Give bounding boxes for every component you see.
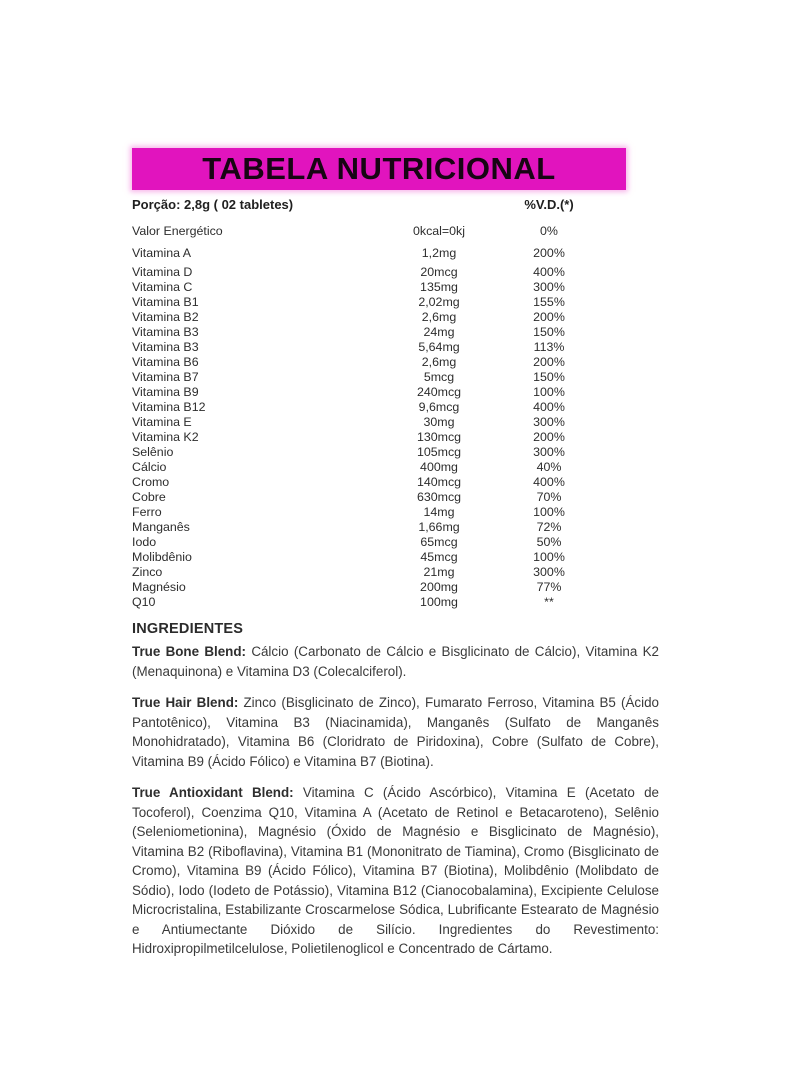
table-row <box>132 415 659 430</box>
nutrient-amount: 5,64mg <box>418 340 460 354</box>
nutrient-name: Iodo <box>132 535 157 549</box>
nutrient-name: Vitamina E <box>132 415 192 429</box>
nutrient-amount: 135mg <box>420 280 458 294</box>
nutrient-amount: 1,2mg <box>421 246 457 260</box>
table-row <box>132 325 659 340</box>
nutrient-name: Vitamina B2 <box>132 310 199 324</box>
nutrient-amount: 20mcg <box>420 265 458 279</box>
nutrient-vd: 300% <box>533 445 565 459</box>
nutrient-amount: 100mg <box>420 595 458 609</box>
nutrient-vd: 300% <box>533 280 565 294</box>
nutrient-amount: 2,02mg <box>418 295 460 309</box>
nutrient-name: Cálcio <box>132 460 167 474</box>
nutrient-amount: 14mg <box>423 505 455 519</box>
blend-text-hair: Zinco (Bisglicinato de Zinco), Fumarato Ferroso, Vitamina B5 (Ácido Pantotênico), Vitamina B3 (Niacinamida), Manganês (Sulfato de Manganês Monohidratado), Vitamina B6 (Cloridrato de Piridoxina), Cobre (Sulfato de Cobre), Vitamina B9 (Ácido Fólico) e Vitamina B7 (Biotina). <box>132 695 659 769</box>
blend-title-antioxidant: True Antioxidant Blend: <box>132 785 294 800</box>
blend-paragraph-hair <box>132 693 659 771</box>
table-row <box>132 475 659 490</box>
nutrient-amount: 5mcg <box>423 370 455 384</box>
nutrient-name: Vitamina D <box>132 265 193 279</box>
nutrient-name: Vitamina C <box>132 280 193 294</box>
nutrient-vd: 150% <box>533 370 565 384</box>
table-row <box>132 535 659 550</box>
nutrient-name: Q10 <box>132 595 156 609</box>
nutrient-name: Cobre <box>132 490 166 504</box>
nutrient-vd: 200% <box>533 355 565 369</box>
blend-paragraph-bone <box>132 642 659 681</box>
nutrient-vd: 100% <box>533 505 565 519</box>
nutrient-name: Selênio <box>132 445 174 459</box>
nutrient-amount: 2,6mg <box>421 310 457 324</box>
nutrient-vd: 100% <box>533 385 565 399</box>
nutrient-vd: 77% <box>536 580 562 594</box>
nutrient-vd: 0% <box>540 224 558 238</box>
nutrient-amount: 24mg <box>423 325 455 339</box>
blend-title-bone: True Bone Blend: <box>132 644 247 659</box>
nutrient-vd: 50% <box>536 535 562 549</box>
nutrient-vd: 150% <box>533 325 565 339</box>
nutrient-amount: 65mcg <box>420 535 458 549</box>
table-row <box>132 385 659 400</box>
nutrient-name: Ferro <box>132 505 162 519</box>
nutrient-amount: 9,6mcg <box>418 400 460 414</box>
nutrient-amount: 21mg <box>423 565 455 579</box>
nutrient-amount: 1,66mg <box>418 520 460 534</box>
nutrient-name: Vitamina A <box>132 246 192 260</box>
nutrient-amount: 130mcg <box>416 430 462 444</box>
table-row <box>132 520 659 535</box>
table-row <box>132 340 659 355</box>
table-header <box>132 197 659 213</box>
table-row <box>132 224 659 239</box>
blend-title-hair: True Hair Blend: <box>132 695 239 710</box>
nutrient-vd: 400% <box>533 265 565 279</box>
nutrient-name: Vitamina B12 <box>132 400 206 414</box>
nutrient-amount: 240mcg <box>416 385 462 399</box>
table-row <box>132 280 659 295</box>
table-row <box>132 310 659 325</box>
nutrient-amount: 0kcal=0kj <box>412 224 465 238</box>
blend-text-bone: Cálcio (Carbonato de Cálcio e Bisglicinato de Cálcio), Vitamina K2 (Menaquinona) e Vitamina D3 (Colecalciferol). <box>132 644 659 679</box>
table-row <box>132 445 659 460</box>
nutrient-name: Cromo <box>132 475 170 489</box>
blend-paragraph-antioxidant <box>132 783 659 959</box>
page-title: TABELA NUTRICIONAL <box>202 151 556 186</box>
nutrient-name: Vitamina B3 <box>132 340 199 354</box>
blend-text-antioxidant: Vitamina C (Ácido Ascórbico), Vitamina E (Acetato de Tocoferol), Coenzima Q10, Vitamina A (Acetato de Retinol e Betacaroteno), Selênio (Seleniometionina), Magnésio (Óxido de Magnésio e Bisglicinato de Magnésio), Vitamina B2 (Riboflavina), Vitamina B1 (Mononitrato de Tiamina), Cromo (Bisglicinato de Cromo), Vitamina B9 (Ácido Fólico), Vitamina B7 (Biotina), Molibdênio (Molibdato de Sódio), Iodo (Iodeto de Potássio), Vitamina B12 (Cianocobalamina), Excipiente Celulose Microcristalina, Estabilizante Croscarmelose Sódica, Lubrificante Estearato de Magnésio e Antiumectante Dióxido de Silício. Ingredientes do Revestimento: Hidroxipropilmetilcelulose, Polietilenoglicol e Concentrado de Cártamo. <box>132 785 659 956</box>
nutrient-amount: 30mg <box>423 415 455 429</box>
table-row <box>132 460 659 475</box>
nutrient-name: Zinco <box>132 565 163 579</box>
nutrient-vd: 70% <box>536 490 562 504</box>
nutrient-amount: 200mg <box>420 580 458 594</box>
nutrient-name: Vitamina K2 <box>132 430 199 444</box>
table-row <box>132 265 659 280</box>
nutrient-vd: 200% <box>533 430 565 444</box>
nutrient-amount: 2,6mg <box>421 355 457 369</box>
table-row <box>132 400 659 415</box>
table-row <box>132 505 659 520</box>
nutrient-vd: ** <box>544 595 554 609</box>
title-banner <box>132 148 626 190</box>
nutrient-name: Vitamina B3 <box>132 325 199 339</box>
nutrient-vd: 300% <box>533 565 565 579</box>
nutrient-vd: 155% <box>533 295 565 309</box>
nutrient-name: Manganês <box>132 520 190 534</box>
nutrient-vd: 300% <box>533 415 565 429</box>
table-body <box>132 224 659 610</box>
nutrient-vd: 200% <box>533 246 565 260</box>
nutrient-amount: 400mg <box>420 460 458 474</box>
table-row <box>132 246 659 261</box>
vd-column-header: %V.D.(*) <box>524 197 574 212</box>
table-row <box>132 550 659 565</box>
nutrient-vd: 72% <box>536 520 562 534</box>
nutrition-table <box>132 197 659 610</box>
nutrient-vd: 400% <box>533 400 565 414</box>
ingredients-section <box>132 620 659 959</box>
table-row <box>132 490 659 505</box>
nutrient-name: Vitamina B6 <box>132 355 199 369</box>
table-row <box>132 295 659 310</box>
nutrient-name: Magnésio <box>132 580 186 594</box>
nutrient-vd: 200% <box>533 310 565 324</box>
nutrient-name: Vitamina B1 <box>132 295 199 309</box>
nutrient-amount: 630mcg <box>416 490 462 504</box>
nutrient-name: Vitamina B7 <box>132 370 199 384</box>
ingredients-heading: INGREDIENTES <box>132 621 244 637</box>
nutrient-name: Vitamina B9 <box>132 385 199 399</box>
nutrient-amount: 45mcg <box>420 550 458 564</box>
nutrient-vd: 113% <box>533 340 565 354</box>
table-row <box>132 595 659 610</box>
table-row <box>132 370 659 385</box>
table-row <box>132 565 659 580</box>
nutrition-label <box>132 148 659 971</box>
nutrient-name: Molibdênio <box>132 550 192 564</box>
table-row <box>132 580 659 595</box>
nutrient-amount: 105mcg <box>416 445 462 459</box>
nutrient-vd: 100% <box>533 550 565 564</box>
nutrient-amount: 140mcg <box>416 475 462 489</box>
table-row <box>132 430 659 445</box>
nutrient-vd: 400% <box>533 475 565 489</box>
table-row <box>132 355 659 370</box>
portion-label: Porção: 2,8g ( 02 tabletes) <box>132 197 294 212</box>
nutrient-vd: 40% <box>536 460 562 474</box>
nutrient-name: Valor Energético <box>132 224 223 238</box>
